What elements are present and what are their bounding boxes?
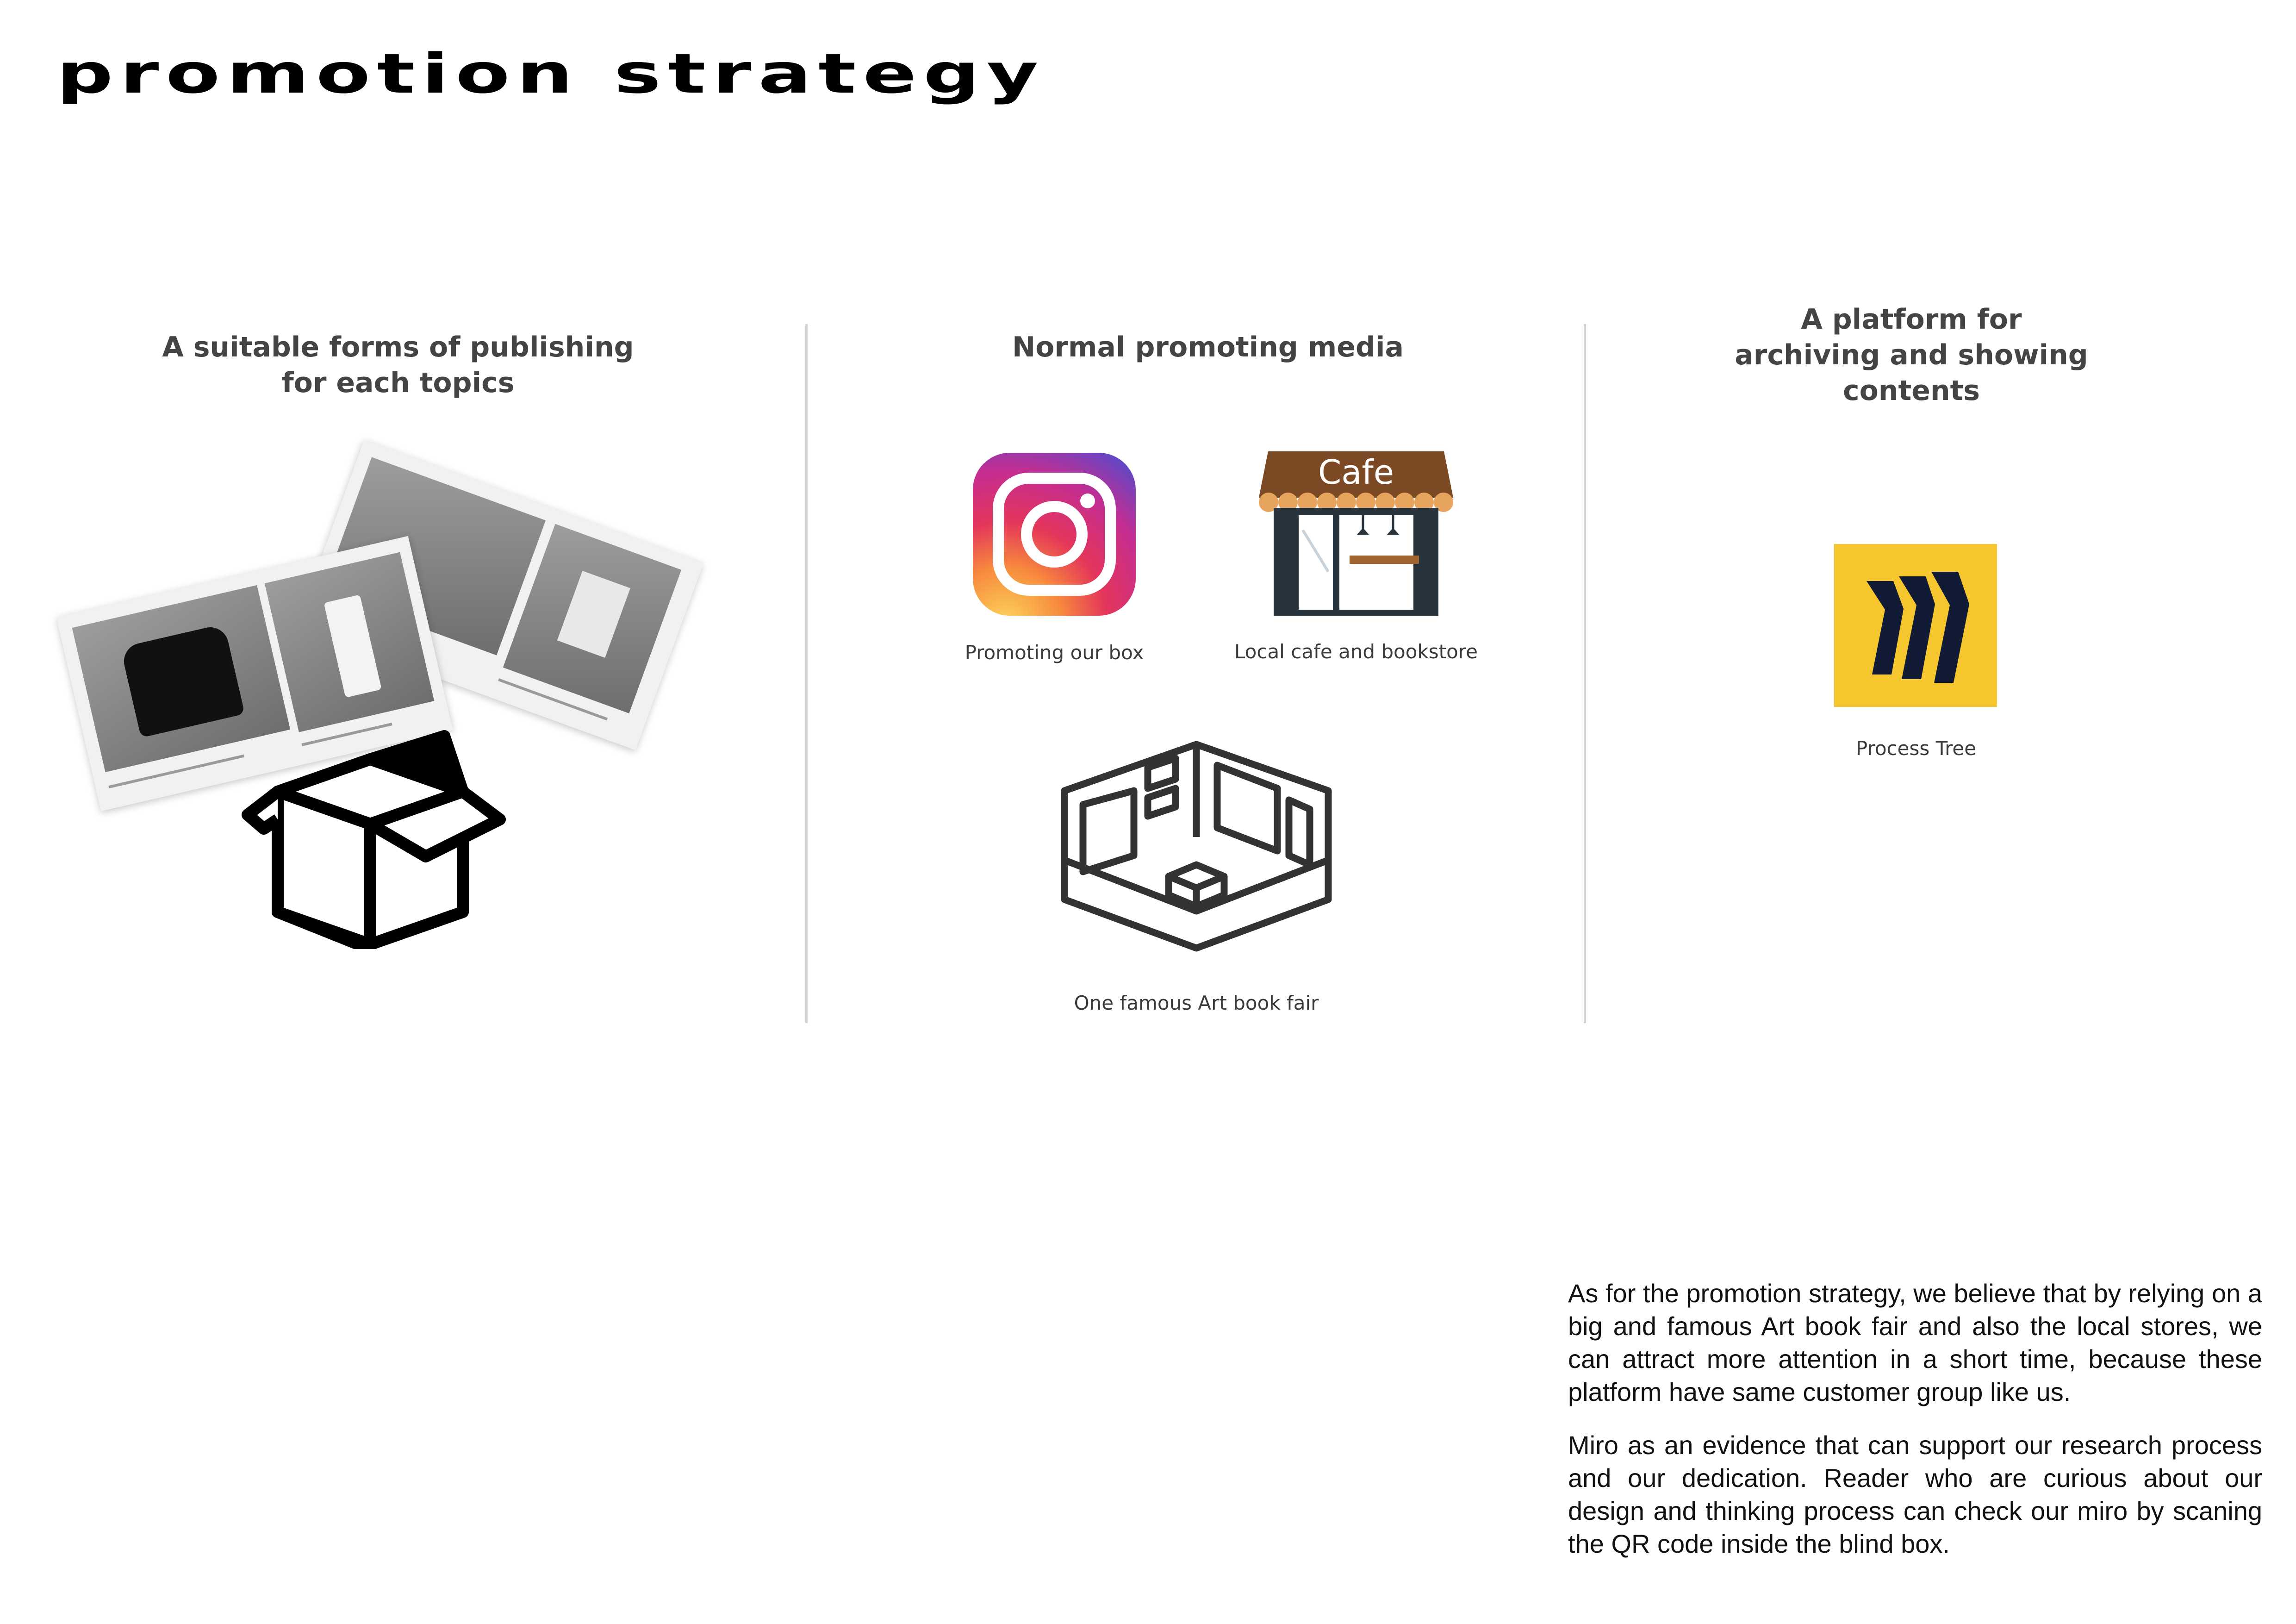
page-title: promotion strategy [56, 42, 1045, 106]
column-divider-2 [1584, 324, 1586, 1023]
description-paragraph-2: Miro as an evidence that can support our research process and our dedication. Reader who are curious about our design and thinking process can check our miro by scaning the QR code inside the blind box. [1568, 1430, 2262, 1558]
cafe-storefront-icon [1259, 451, 1453, 616]
cafe-sign: Cafe [1318, 453, 1394, 492]
open-box-icon [231, 708, 509, 949]
description-paragraph-1: As for the promotion strategy, we believe that by relying on a big and famous Art book fair and also the local stores, we can attract more attention in a short time, because these platform have same customer group like us. [1568, 1279, 2262, 1406]
column-divider-1 [805, 324, 808, 1023]
publishing-forms-heading: A suitable forms of publishing for each topics [162, 331, 634, 399]
art-book-fair-caption: One famous Art book fair [1074, 992, 1319, 1014]
product-mockup-collage [60, 426, 703, 949]
process-tree-caption: Process Tree [1855, 737, 1977, 760]
promoting-media-heading: Normal promoting media [1012, 331, 1404, 363]
exhibition-booth-icon [1060, 740, 1333, 953]
archive-platform-heading: A platform for archiving and showing contents [1735, 303, 2088, 407]
miro-logo-icon [1834, 544, 1997, 707]
cafe-caption: Local cafe and bookstore [1234, 640, 1478, 663]
instagram-icon [973, 453, 1136, 616]
instagram-caption: Promoting our box [964, 641, 1144, 664]
